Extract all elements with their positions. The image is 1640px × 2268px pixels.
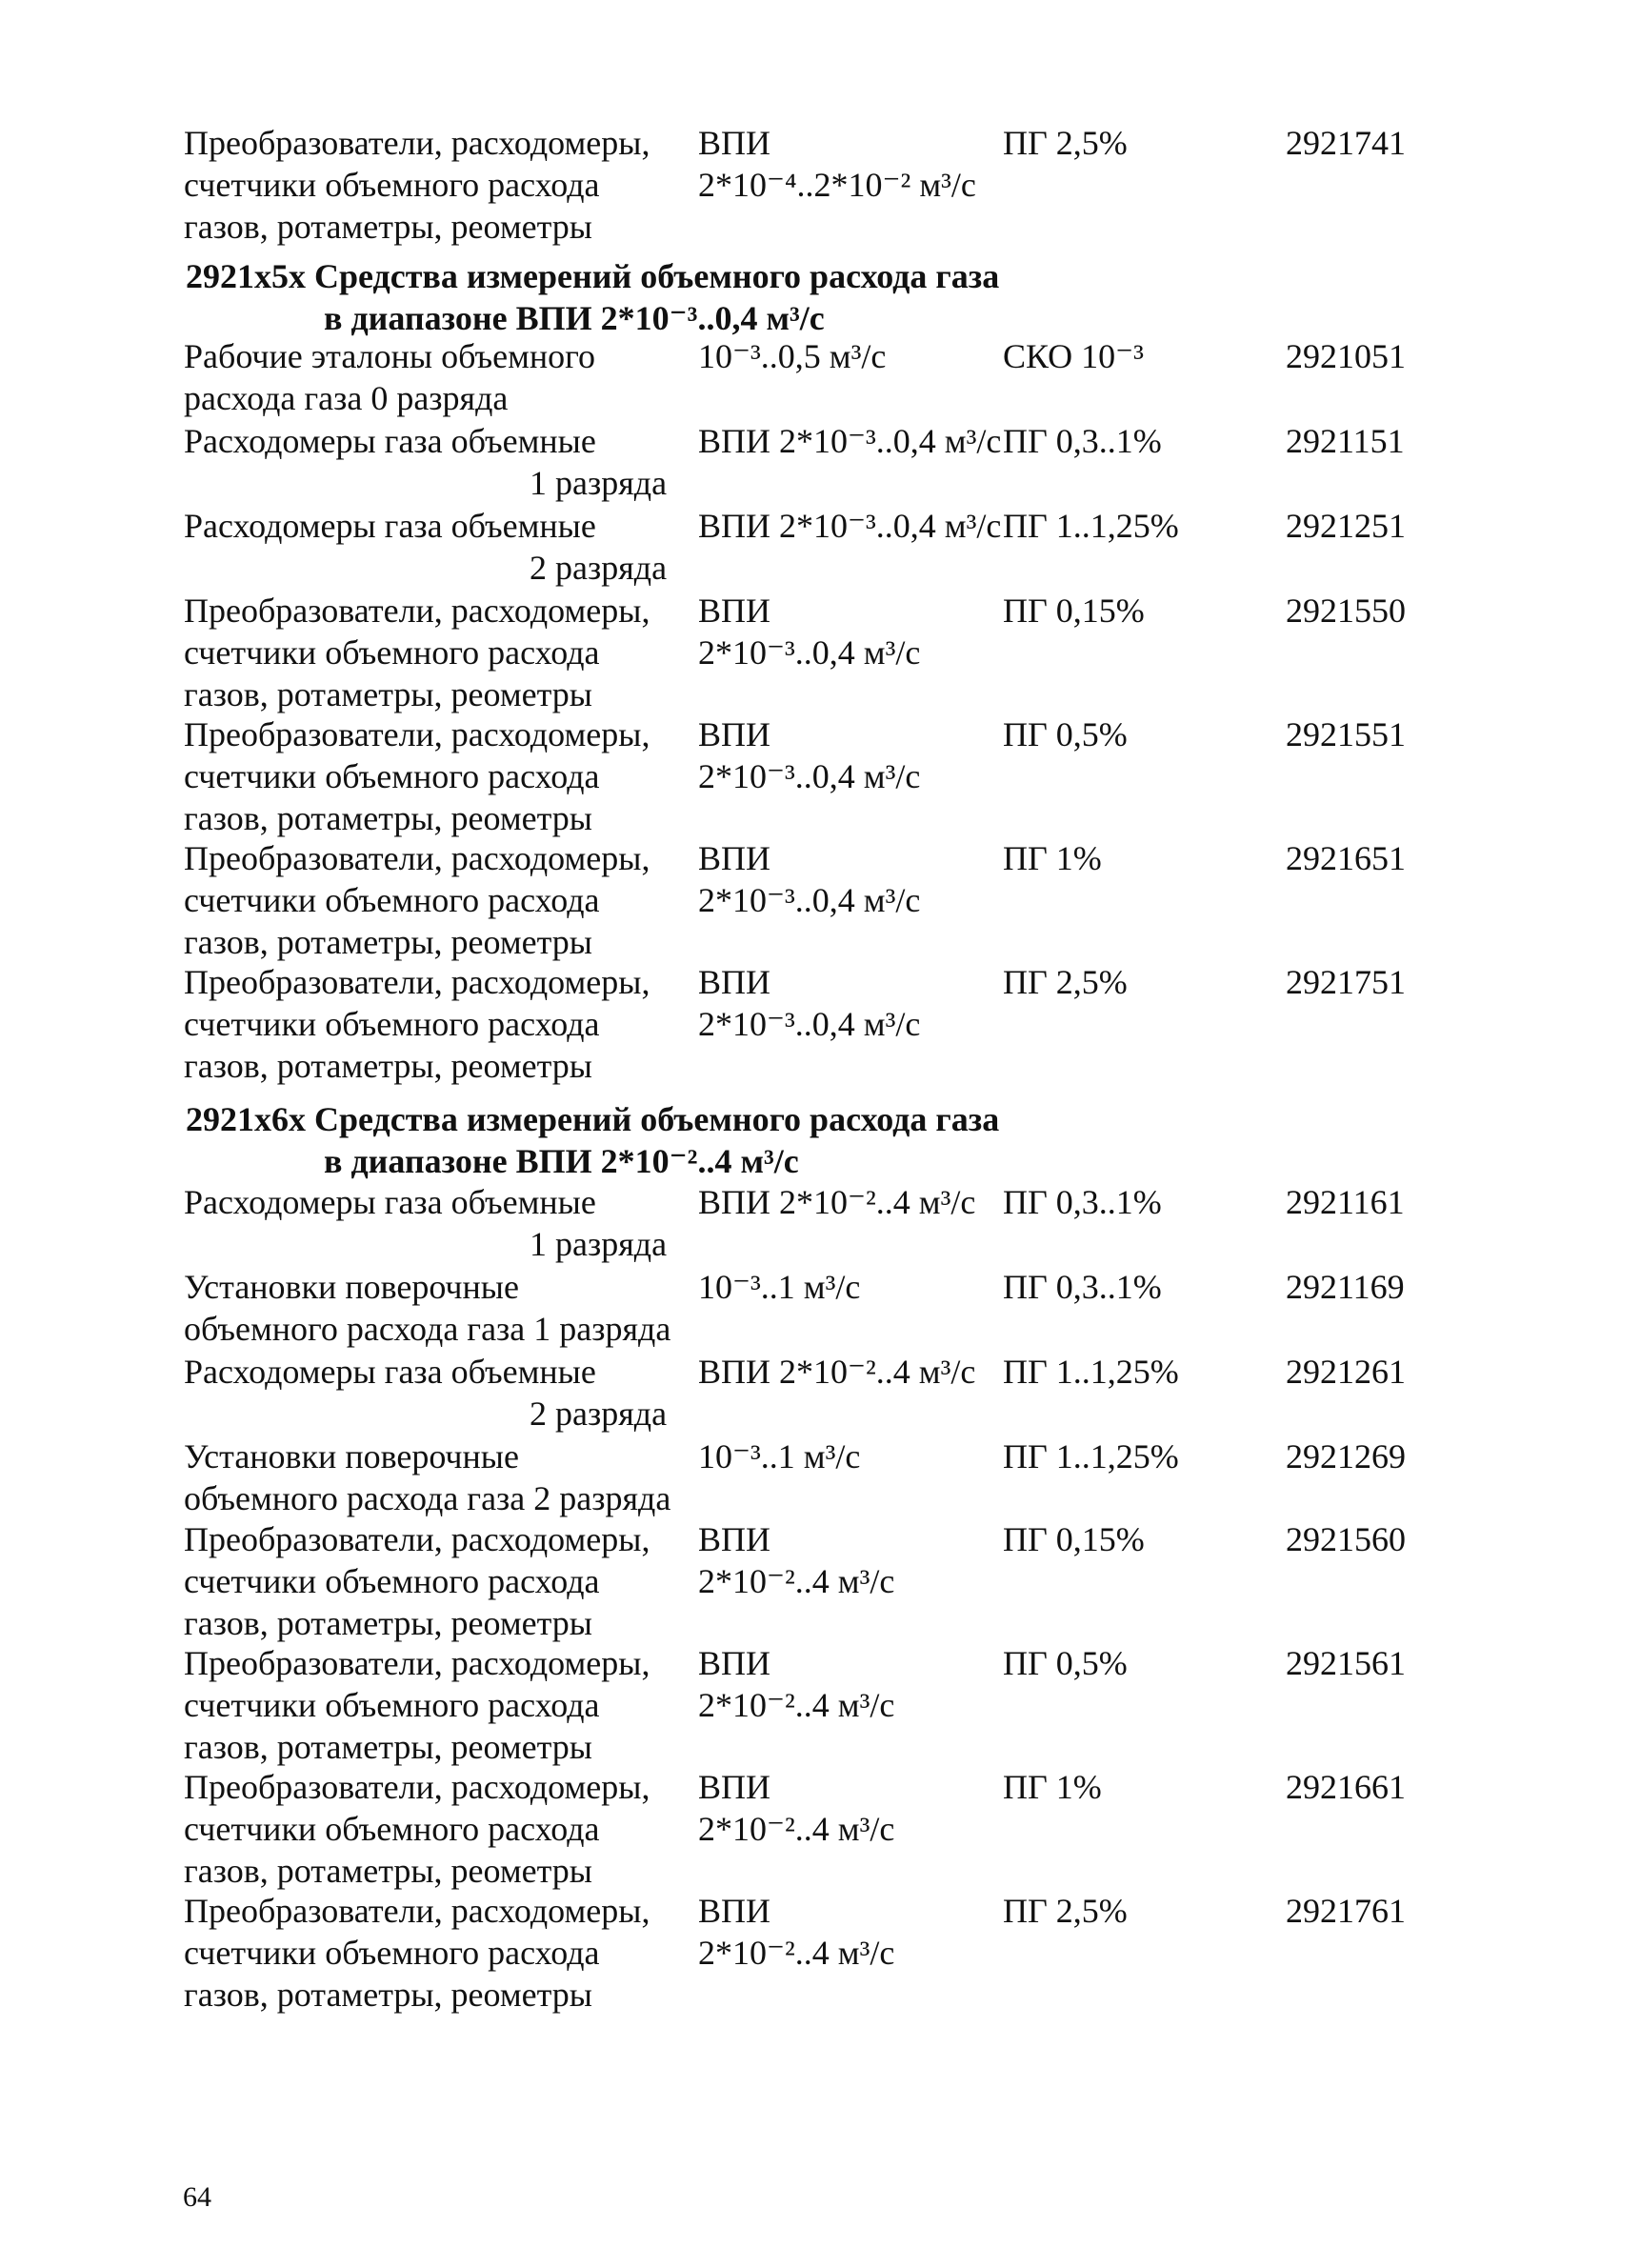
instrument-name-line: Преобразователи, расходомеры, <box>184 1768 650 1806</box>
classification-code: 2921261 <box>1286 1353 1406 1391</box>
measurement-range <box>698 1181 993 1223</box>
instrument-name-line: Расходомеры газа объемные <box>184 507 596 545</box>
measurement-range-line: 2*10⁻²..4 м³/с <box>698 1810 895 1848</box>
instrument-name <box>184 713 698 839</box>
measurement-range-line: 2*10⁻³..0,4 м³/с <box>698 633 921 672</box>
measurement-range-line: 2*10⁻²..4 м³/с <box>698 1934 895 1972</box>
accuracy-class: ПГ 0,5% <box>1003 715 1128 753</box>
instrument-name <box>184 1435 698 1519</box>
measurement-range-line: ВПИ <box>698 1520 771 1558</box>
instrument-name-line: счетчики объемного расхода <box>184 1562 600 1600</box>
measurement-range-line: ВПИ 2*10⁻³..0,4 м³/с <box>698 507 1002 545</box>
measurement-range-line: ВПИ <box>698 1768 771 1806</box>
classification-code: 2921551 <box>1286 715 1406 753</box>
instrument-name-line: газов, ротаметры, реометры <box>184 1047 592 1085</box>
instrument-name <box>184 1351 698 1435</box>
instrument-name-line: Расходомеры газа объемные <box>184 1353 596 1391</box>
section-heading-line: 2921x6x Средства измерений объемного расхода газа <box>186 1100 1000 1138</box>
measurement-range <box>698 1890 993 1974</box>
measurement-range <box>698 1266 993 1308</box>
instrument-name-line: счетчики объемного расхода <box>184 881 600 919</box>
instrument-name-line: 2 разряда <box>530 549 668 587</box>
instrument-name-line: газов, ротаметры, реометры <box>184 1976 592 2014</box>
measurement-range <box>698 713 993 797</box>
measurement-range <box>698 1351 993 1393</box>
instrument-name-line: Преобразователи, расходомеры, <box>184 715 650 753</box>
measurement-range-line: ВПИ 2*10⁻²..4 м³/с <box>698 1353 976 1391</box>
section-heading <box>186 255 1424 339</box>
accuracy-class: ПГ 0,5% <box>1003 1644 1128 1682</box>
accuracy-class: ПГ 1% <box>1003 839 1102 877</box>
accuracy-class: ПГ 0,15% <box>1003 1520 1145 1558</box>
instrument-name-line: счетчики объемного расхода <box>184 1686 600 1724</box>
classification-code: 2921169 <box>1286 1268 1405 1306</box>
instrument-name <box>184 335 698 419</box>
instrument-name <box>184 1266 698 1350</box>
measurement-range <box>698 122 993 206</box>
section-heading-line: в диапазоне ВПИ 2*10⁻²..4 м³/с <box>324 1142 799 1180</box>
measurement-range <box>698 1435 993 1477</box>
instrument-name <box>184 961 698 1087</box>
measurement-range-line: 2*10⁻²..4 м³/с <box>698 1686 895 1724</box>
classification-code: 2921761 <box>1286 1892 1406 1930</box>
instrument-name <box>184 1890 698 2016</box>
measurement-range-line: ВПИ 2*10⁻²..4 м³/с <box>698 1183 976 1221</box>
instrument-name-line: Преобразователи, расходомеры, <box>184 124 650 162</box>
classification-code: 2921251 <box>1286 507 1406 545</box>
measurement-range-line: 2*10⁻³..0,4 м³/с <box>698 1005 921 1043</box>
measurement-range-line: ВПИ <box>698 715 771 753</box>
accuracy-class: ПГ 0,3..1% <box>1003 1183 1162 1221</box>
instrument-name-line: Установки поверочные <box>184 1437 519 1475</box>
measurement-range-line: 2*10⁻²..4 м³/с <box>698 1562 895 1600</box>
instrument-name <box>184 122 698 248</box>
instrument-name <box>184 505 698 589</box>
measurement-range <box>698 1518 993 1602</box>
measurement-range-line: 2*10⁻³..0,4 м³/с <box>698 757 921 795</box>
accuracy-class: ПГ 0,3..1% <box>1003 422 1162 460</box>
instrument-name <box>184 1766 698 1892</box>
accuracy-class: ПГ 2,5% <box>1003 963 1128 1001</box>
accuracy-class: ПГ 1% <box>1003 1768 1102 1806</box>
instrument-name-line: счетчики объемного расхода <box>184 166 600 204</box>
measurement-range <box>698 837 993 921</box>
measurement-range <box>698 1766 993 1850</box>
classification-code: 2921651 <box>1286 839 1406 877</box>
instrument-name-line: газов, ротаметры, реометры <box>184 1728 592 1766</box>
measurement-range-line: 10⁻³..1 м³/с <box>698 1268 861 1306</box>
classification-code: 2921269 <box>1286 1437 1406 1475</box>
instrument-name-line: расхода газа 0 разряда <box>184 379 509 417</box>
measurement-range <box>698 505 1002 547</box>
instrument-name-line: газов, ротаметры, реометры <box>184 1604 592 1642</box>
measurement-range-line: ВПИ <box>698 1892 771 1930</box>
instrument-name-line: счетчики объемного расхода <box>184 633 600 672</box>
instrument-name <box>184 1642 698 1768</box>
measurement-range-line: ВПИ <box>698 963 771 1001</box>
accuracy-class: ПГ 0,15% <box>1003 592 1145 630</box>
accuracy-class: ПГ 2,5% <box>1003 1892 1128 1930</box>
measurement-range-line: 10⁻³..1 м³/с <box>698 1437 861 1475</box>
measurement-range <box>698 335 993 377</box>
classification-code: 2921151 <box>1286 422 1405 460</box>
instrument-name-line: Преобразователи, расходомеры, <box>184 1644 650 1682</box>
instrument-name-line: объемного расхода газа 1 разряда <box>184 1310 671 1348</box>
instrument-name-line: счетчики объемного расхода <box>184 1810 600 1848</box>
measurement-range <box>698 420 1002 462</box>
instrument-name-line: 2 разряда <box>530 1395 668 1433</box>
instrument-name-line: Расходомеры газа объемные <box>184 1183 596 1221</box>
instrument-name-line: газов, ротаметры, реометры <box>184 675 592 713</box>
instrument-name-line: Установки поверочные <box>184 1268 519 1306</box>
classification-code: 2921661 <box>1286 1768 1406 1806</box>
classification-code: 2921741 <box>1286 124 1406 162</box>
classification-code: 2921550 <box>1286 592 1406 630</box>
instrument-name-line: Преобразователи, расходомеры, <box>184 839 650 877</box>
accuracy-class: ПГ 1..1,25% <box>1003 1437 1179 1475</box>
instrument-name-line: Преобразователи, расходомеры, <box>184 1520 650 1558</box>
classification-code: 2921051 <box>1286 337 1406 375</box>
measurement-range-line: ВПИ <box>698 124 771 162</box>
instrument-name-line: газов, ротаметры, реометры <box>184 208 592 246</box>
measurement-range-line: ВПИ 2*10⁻³..0,4 м³/с <box>698 422 1002 460</box>
instrument-name-line: счетчики объемного расхода <box>184 1934 600 1972</box>
instrument-name-line: 1 разряда <box>530 1225 668 1263</box>
measurement-range-line: ВПИ <box>698 1644 771 1682</box>
classification-code: 2921561 <box>1286 1644 1406 1682</box>
classification-code: 2921560 <box>1286 1520 1406 1558</box>
instrument-name-line: счетчики объемного расхода <box>184 1005 600 1043</box>
section-heading-line: 2921x5x Средства измерений объемного расхода газа <box>186 257 1000 295</box>
measurement-range-line: ВПИ <box>698 592 771 630</box>
instrument-name-line: Преобразователи, расходомеры, <box>184 963 650 1001</box>
measurement-range <box>698 961 993 1045</box>
measurement-range <box>698 1642 993 1726</box>
section-heading-line: в диапазоне ВПИ 2*10⁻³..0,4 м³/с <box>324 299 825 337</box>
measurement-range-line: 10⁻³..0,5 м³/с <box>698 337 887 375</box>
instrument-name-line: газов, ротаметры, реометры <box>184 923 592 961</box>
instrument-name-line: Рабочие эталоны объемного <box>184 337 595 375</box>
instrument-name-line: счетчики объемного расхода <box>184 757 600 795</box>
measurement-range-line: ВПИ <box>698 839 771 877</box>
instrument-name-line: газов, ротаметры, реометры <box>184 799 592 837</box>
measurement-range-line: 2*10⁻³..0,4 м³/с <box>698 881 921 919</box>
accuracy-class: СКО 10⁻³ <box>1003 337 1144 375</box>
instrument-name-line: Расходомеры газа объемные <box>184 422 596 460</box>
classification-code: 2921161 <box>1286 1183 1405 1221</box>
instrument-name <box>184 1181 698 1265</box>
measurement-range-line: 2*10⁻⁴..2*10⁻² м³/с <box>698 166 976 204</box>
instrument-name-line: Преобразователи, расходомеры, <box>184 1892 650 1930</box>
section-heading <box>186 1098 1424 1182</box>
instrument-name-line: 1 разряда <box>530 464 668 502</box>
accuracy-class: ПГ 1..1,25% <box>1003 507 1179 545</box>
page-number: 64 <box>183 2181 211 2213</box>
measurement-range <box>698 590 993 673</box>
instrument-name <box>184 420 698 504</box>
accuracy-class: ПГ 0,3..1% <box>1003 1268 1162 1306</box>
instrument-name-line: газов, ротаметры, реометры <box>184 1852 592 1890</box>
instrument-name <box>184 837 698 963</box>
classification-code: 2921751 <box>1286 963 1406 1001</box>
instrument-name <box>184 1518 698 1644</box>
accuracy-class: ПГ 1..1,25% <box>1003 1353 1179 1391</box>
instrument-name <box>184 590 698 715</box>
instrument-name-line: объемного расхода газа 2 разряда <box>184 1479 671 1517</box>
instrument-name-line: Преобразователи, расходомеры, <box>184 592 650 630</box>
accuracy-class: ПГ 2,5% <box>1003 124 1128 162</box>
